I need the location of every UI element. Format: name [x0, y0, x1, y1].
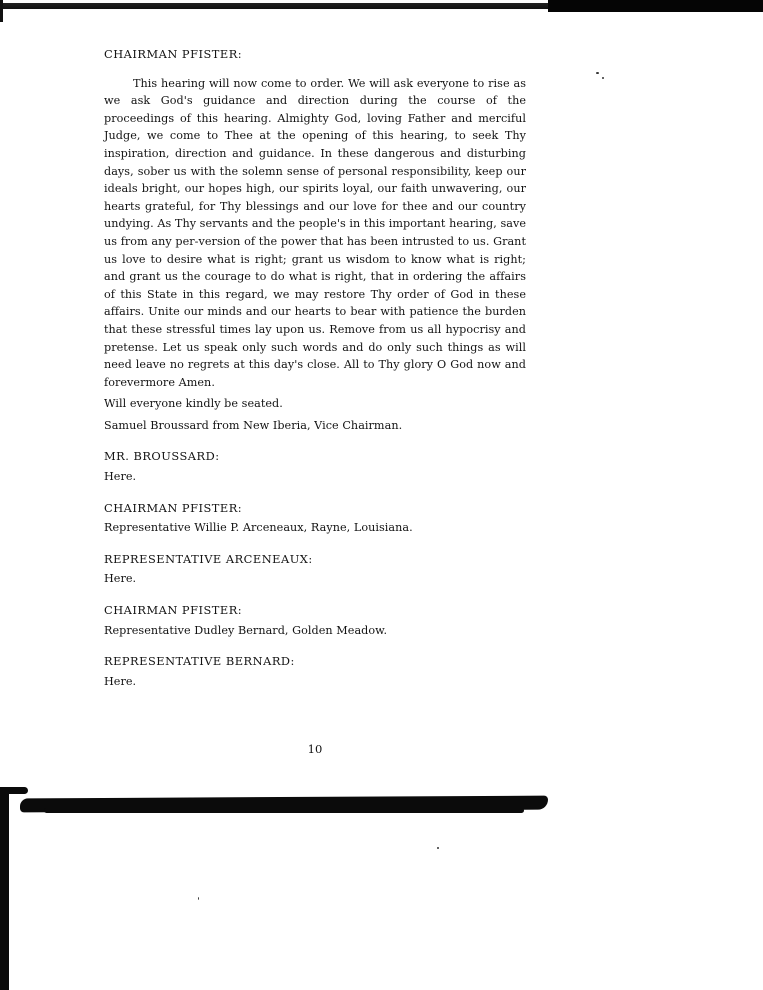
remark-line: Will everyone kindly be seated. [104, 397, 283, 411]
transcript-block [104, 500, 526, 537]
scan-speck [198, 897, 199, 900]
scan-edge-mark [0, 0, 3, 22]
remark-line: Representative Dudley Bernard, Golden Meadow. [104, 623, 388, 637]
response-line: Here. [104, 470, 137, 484]
response-line: Here. [104, 572, 137, 586]
transcript-block [104, 448, 526, 485]
transcript-block [104, 46, 526, 434]
scan-edge-mark [0, 787, 28, 794]
scan-speck [437, 847, 439, 849]
speaker-label: CHAIRMAN PFISTER: [104, 603, 243, 618]
response-line: Here. [104, 674, 137, 688]
page-number: 10 [307, 742, 323, 756]
remark-line: Representative Willie P. Arceneaux, Rayne, Louisiana. [104, 521, 413, 535]
remark-line: Samuel Broussard from New Iberia, Vice Chairman. [104, 418, 403, 432]
bottom-border-rule [44, 808, 524, 813]
scan-edge-mark [0, 787, 9, 990]
scan-speck [596, 72, 599, 74]
transcript-page [104, 46, 526, 690]
scan-speck [602, 77, 604, 79]
transcript-block [104, 602, 526, 639]
speaker-label: MR. BROUSSARD: [104, 449, 220, 464]
speaker-label: REPRESENTATIVE BERNARD: [104, 654, 295, 669]
top-border-rule-heavy [548, 0, 763, 12]
transcript-block [104, 653, 526, 690]
speaker-label: CHAIRMAN PFISTER: [104, 500, 243, 515]
speaker-label: REPRESENTATIVE ARCENEAUX: [104, 551, 313, 566]
speaker-label: CHAIRMAN PFISTER: [104, 47, 243, 61]
transcript-block [104, 551, 526, 588]
prayer-paragraph: This hearing will now come to order. We will ask everyone to rise as we ask God's guidance and direction during the course of the proceedings of this hearing. Almighty God, loving Father and merciful Judge, we come to Thee at the opening of this hearing, to seek Thy inspiration, direction and guidance. In these dangerous and disturbing days, sober us with the solemn sense of personal responsibility, keep our ideals bright, our hopes high, our spirits loyal, our faith unwavering, our hearts grateful, for Thy blessings and our love for thee and our country undying. As Thy servants and the people's in this important hearing, save us from any per-version of the power that has been intrusted to us. Grant us love to desire what is right; grant us wisdom to know what is right; and grant us the courage to do what is right, that in ordering the affairs of this State in this regard, we may restore Thy order of God in these affairs. Unite our minds and our hearts to bear with patience the burden that these stressful times lay upon us. Remove from us all hypocrisy and pretense. Let us speak only such words and do only such things as will need leave no regrets at this day's close. All to Thy glory O God now and forevermore Amen. [104, 76, 526, 389]
